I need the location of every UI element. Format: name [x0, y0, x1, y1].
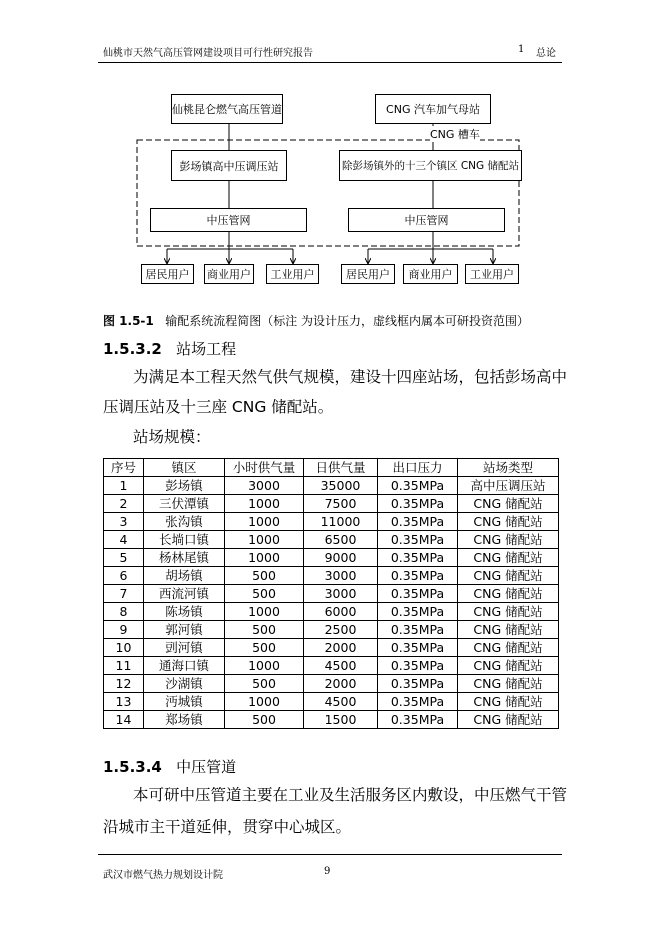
- table-cell: 0.35MPa: [378, 675, 458, 693]
- table-cell: 三伏潭镇: [144, 495, 225, 513]
- table-cell: 1000: [225, 549, 304, 567]
- table-cell: 7500: [304, 495, 378, 513]
- mid-pressure-network-left: 中压管网: [150, 208, 307, 232]
- table-cell: 1500: [304, 711, 378, 729]
- table-cell: 彭场镇: [144, 477, 225, 495]
- footer-organization: 武汉市燃气热力规划设计院: [103, 870, 223, 881]
- station-cng-storage-box: 除彭场镇外的十三个镇区 CNG 储配站: [339, 150, 522, 181]
- section-title: 中压管道: [176, 758, 237, 776]
- table-cell: 8: [104, 603, 144, 621]
- column-header: 小时供气量: [225, 459, 304, 477]
- figure-caption: [103, 312, 529, 329]
- column-header: 镇区: [144, 459, 225, 477]
- table-cell: 1000: [225, 693, 304, 711]
- table-cell: 0.35MPa: [378, 495, 458, 513]
- table-cell: CNG 储配站: [458, 675, 559, 693]
- table-cell: 张沟镇: [144, 513, 225, 531]
- table-cell: 35000: [304, 477, 378, 495]
- table-cell: 0.35MPa: [378, 621, 458, 639]
- paragraph-line: 为满足本工程天然气供气规模，建设十四座站场，包括彭场高中: [133, 368, 568, 386]
- table-cell: 0.35MPa: [378, 603, 458, 621]
- table-row: [104, 657, 559, 675]
- table-cell: 3: [104, 513, 144, 531]
- user-industrial-box: 工业用户: [266, 264, 319, 284]
- column-header: 站场类型: [458, 459, 559, 477]
- table-cell: 3000: [304, 567, 378, 585]
- table-cell: 9000: [304, 549, 378, 567]
- table-cell: CNG 储配站: [458, 495, 559, 513]
- table-cell: 500: [225, 585, 304, 603]
- table-cell: 5: [104, 549, 144, 567]
- header-chapter-number: 1: [518, 44, 525, 55]
- table-cell: 1: [104, 477, 144, 495]
- station-high-mid-pressure-box: 彭场镇高中压调压站: [171, 150, 287, 181]
- table-row: [104, 675, 559, 693]
- table-cell: 0.35MPa: [378, 549, 458, 567]
- table-cell: 9: [104, 621, 144, 639]
- table-cell: 高中压调压站: [458, 477, 559, 495]
- table-cell: 12: [104, 675, 144, 693]
- column-header: 序号: [104, 459, 144, 477]
- table-cell: 陈场镇: [144, 603, 225, 621]
- header-title: 仙桃市天然气高压管网建设项目可行性研究报告: [103, 48, 313, 59]
- table-cell: CNG 储配站: [458, 549, 559, 567]
- figure-caption-text: 输配系统流程简图（标注 为设计压力，虚线框内属本可研投资范围）: [165, 314, 530, 328]
- station-scale-table: [103, 458, 559, 729]
- source-gas-pipeline-box: 仙桃昆仑燃气高压管道: [171, 94, 283, 124]
- table-cell: 剅河镇: [144, 639, 225, 657]
- table-row: [104, 639, 559, 657]
- table-cell: 7: [104, 585, 144, 603]
- column-header: 出口压力: [378, 459, 458, 477]
- paragraph-line: 本可研中压管道主要在工业及生活服务区内敷设，中压燃气干管: [133, 786, 568, 804]
- user-commercial-box: 商业用户: [403, 264, 458, 284]
- section-number: 1.5.3.2: [103, 340, 162, 358]
- table-cell: CNG 储配站: [458, 585, 559, 603]
- footer-rule: [98, 854, 562, 855]
- paragraph-line: 压调压站及十三座 CNG 储配站。: [103, 398, 334, 416]
- table-cell: 14: [104, 711, 144, 729]
- table-cell: 500: [225, 621, 304, 639]
- table-cell: 11000: [304, 513, 378, 531]
- table-row: [104, 495, 559, 513]
- table-cell: 500: [225, 711, 304, 729]
- table-cell: CNG 储配站: [458, 531, 559, 549]
- table-cell: CNG 储配站: [458, 693, 559, 711]
- table-cell: 2000: [304, 639, 378, 657]
- table-header-row: [104, 459, 559, 477]
- page-number: 9: [324, 866, 331, 877]
- user-residential-box: 居民用户: [341, 264, 395, 284]
- table-cell: 长埫口镇: [144, 531, 225, 549]
- table-cell: 0.35MPa: [378, 585, 458, 603]
- table-cell: 1000: [225, 513, 304, 531]
- table-cell: 11: [104, 657, 144, 675]
- table-cell: 西流河镇: [144, 585, 225, 603]
- table-cell: 6500: [304, 531, 378, 549]
- cng-tanker-label: CNG 槽车: [430, 128, 480, 141]
- table-cell: 3000: [225, 477, 304, 495]
- table-cell: 郭河镇: [144, 621, 225, 639]
- header-chapter-name: 总论: [536, 48, 556, 59]
- table-cell: CNG 储配站: [458, 621, 559, 639]
- table-cell: 沔城镇: [144, 693, 225, 711]
- table-cell: 1000: [225, 657, 304, 675]
- table-cell: 6000: [304, 603, 378, 621]
- table-cell: 0.35MPa: [378, 711, 458, 729]
- table-cell: 10: [104, 639, 144, 657]
- table-cell: 郑场镇: [144, 711, 225, 729]
- table-cell: 2000: [304, 675, 378, 693]
- table-row: [104, 603, 559, 621]
- table-row: [104, 477, 559, 495]
- table-cell: 胡场镇: [144, 567, 225, 585]
- table-row: [104, 549, 559, 567]
- table-row: [104, 711, 559, 729]
- table-cell: 500: [225, 675, 304, 693]
- column-header: 日供气量: [304, 459, 378, 477]
- table-cell: 4: [104, 531, 144, 549]
- table-cell: 500: [225, 567, 304, 585]
- table-cell: 3000: [304, 585, 378, 603]
- figure-number: 图 1.5-1: [103, 314, 154, 328]
- table-cell: 2: [104, 495, 144, 513]
- user-commercial-box: 商业用户: [204, 264, 254, 284]
- table-cell: 通海口镇: [144, 657, 225, 675]
- section-heading: [103, 756, 236, 777]
- table-cell: 0.35MPa: [378, 657, 458, 675]
- table-row: [104, 567, 559, 585]
- table-cell: 1000: [225, 603, 304, 621]
- table-cell: CNG 储配站: [458, 711, 559, 729]
- table-cell: 1000: [225, 495, 304, 513]
- table-cell: CNG 储配站: [458, 567, 559, 585]
- flow-diagram: [0, 0, 662, 300]
- section-title: 站场工程: [176, 340, 237, 358]
- user-residential-box: 居民用户: [141, 264, 194, 284]
- table-cell: 2500: [304, 621, 378, 639]
- table-cell: CNG 储配站: [458, 657, 559, 675]
- table-cell: 0.35MPa: [378, 531, 458, 549]
- table-cell: 沙湖镇: [144, 675, 225, 693]
- table-cell: CNG 储配站: [458, 639, 559, 657]
- table-cell: 0.35MPa: [378, 639, 458, 657]
- table-row: [104, 693, 559, 711]
- table-cell: 杨林尾镇: [144, 549, 225, 567]
- table-row: [104, 585, 559, 603]
- table-cell: CNG 储配站: [458, 513, 559, 531]
- section-number: 1.5.3.4: [103, 758, 162, 776]
- table-row: [104, 621, 559, 639]
- table-cell: 500: [225, 639, 304, 657]
- table-cell: 1000: [225, 531, 304, 549]
- station-scale-label: 站场规模：: [133, 428, 211, 446]
- table-cell: 0.35MPa: [378, 567, 458, 585]
- table-row: [104, 513, 559, 531]
- table-cell: 4500: [304, 693, 378, 711]
- table-cell: 13: [104, 693, 144, 711]
- table-cell: 0.35MPa: [378, 477, 458, 495]
- section-heading: [103, 338, 236, 359]
- source-cng-mother-station-box: CNG 汽车加气母站: [375, 94, 491, 124]
- table-cell: 6: [104, 567, 144, 585]
- table-row: [104, 531, 559, 549]
- flow-diagram-lines: [0, 0, 662, 300]
- table-cell: CNG 储配站: [458, 603, 559, 621]
- paragraph-line: 沿城市主干道延伸，贯穿中心城区。: [103, 818, 352, 836]
- user-industrial-box: 工业用户: [465, 264, 519, 284]
- mid-pressure-network-right: 中压管网: [348, 208, 505, 232]
- table-cell: 0.35MPa: [378, 513, 458, 531]
- table-cell: 0.35MPa: [378, 693, 458, 711]
- table-cell: 4500: [304, 657, 378, 675]
